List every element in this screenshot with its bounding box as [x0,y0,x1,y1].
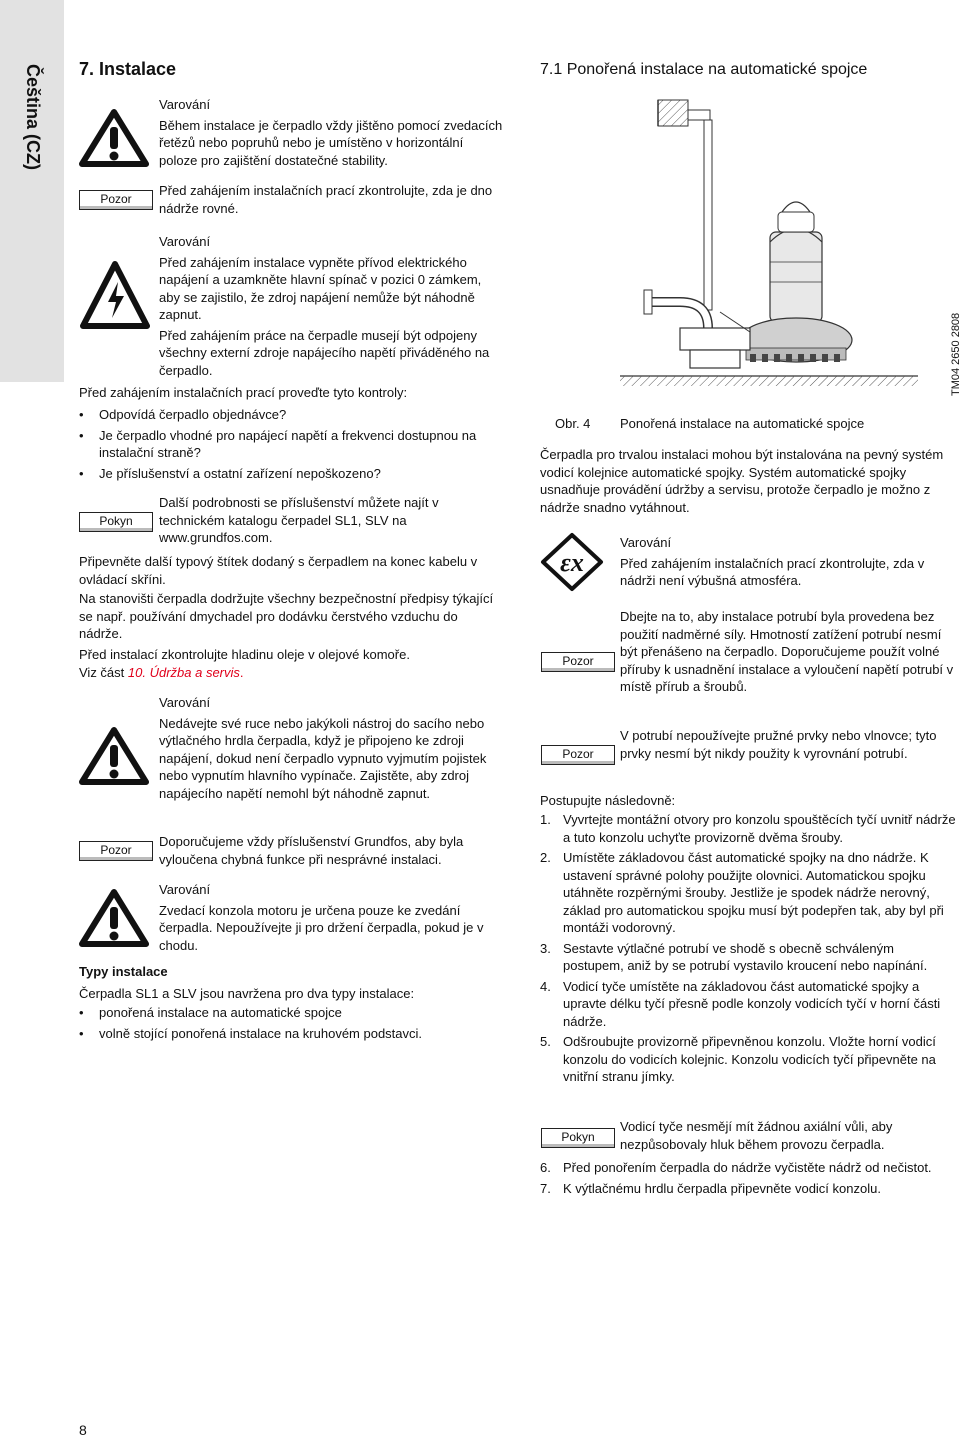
warning-text: Nedávejte své ruce nebo jakýkoli nástroj do sacího nebo výtlačného hrdla čerpadla, když je připojeno ke zdroji napájení, dokud není čerpadlo vypnuto vyjmutím pojistek nebo vypnutím hlavního vypínače. Zajistěte, aby zdroj napájecího napětí nemohl být náhodně zapnut. [159,715,487,801]
step-item [540,1180,958,1198]
figure-label: Obr. 4 [555,416,591,431]
svg-text:εx: εx [560,548,584,577]
step-item [540,1033,958,1086]
list-item: • ponořená instalace na automatické spojce [79,1004,504,1022]
warning-triangle-icon [78,726,150,786]
list-item: • Je příslušenství a ostatní zařízení nepoškozeno? [79,465,504,483]
figure-code: TM04 2650 2808 [950,312,962,396]
step-text: Odšroubujte provizorně připevněnou konzolu. Vložte horní vodicí konzolu do vodicích kolejnic. Konzolu vodicích tyčí připevněte na vnitřní stranu jímky. [563,1034,936,1084]
caution-badge: Pozor [79,841,153,861]
warning-triangle-icon [78,888,150,948]
warning-text: Před zahájením instalačních prací zkontrolujte, zda v nádrži není výbušná atmosféra. [620,555,925,588]
step-number: 1. [540,812,551,827]
warning-label: Varování [159,234,211,249]
step-text: Před ponořením čerpadla do nádrže vyčistěte nádrž od nečistot. [563,1160,932,1175]
warning-triangle-icon [78,108,150,168]
step-item [540,849,958,937]
step-number: 6. [540,1160,551,1175]
caution-badge: Pozor [541,652,615,672]
caution-text: V potrubí nepoužívejte pružné prvky nebo vlnovce; tyto prvky nesmí být nikdy použity k vyrovnání potrubí. [620,728,937,761]
caution-text: Před zahájením instalačních prací zkontrolujte, zda je dno nádrže rovné. [159,183,493,216]
step-item [540,811,958,846]
checks-list [79,406,504,482]
maintenance-section-link[interactable]: 10. Údržba a servis [127,664,240,680]
explosion-protection-icon [541,533,603,591]
page-number: 8 [79,1422,87,1438]
warning-label: Varování [159,97,211,112]
step-number: 2. [540,850,551,865]
warning-label: Varování [159,695,211,710]
step-text: Umístěte základovou část automatické spojky na dno nádrže. K ustavení správné polohy použijte olovnici. Automatickou spojku utáhněte rozpěrnými šrouby. Jestliže je spodek nádrže nerovný, základ pro automatickou spojku musí být podepřen tak, aby byl při montáži vodorovný. [563,850,944,935]
warning-text: Před zahájením instalace vypněte přívod elektrického napájení a uzamkněte hlavní spínač v pozici 0 zámkem, aby se zajistilo, že zdroj napájení nemůže být náhodně zapnut. [159,254,482,322]
step-text: Sestavte výtlačné potrubí ve shodě s obecně schváleným postupem, aniž by se potrubí vystavilo kroucení nebo napínání. [563,940,928,973]
reference-suffix: . [239,664,244,680]
step-number: 3. [540,940,551,956]
steps-list [540,1159,958,1197]
step-number: 7. [540,1180,551,1196]
paragraph: Připevněte další typový štítek dodaný s čerpadlem na konec kabelu v ovládací skříni. [79,554,478,587]
step-item [540,940,958,975]
language-tab [0,0,64,382]
subsection-heading: 7.1 Ponořená instalace na automatické spojce [540,61,868,78]
step-item [540,1159,958,1177]
pump-installation-figure [620,92,920,408]
warning-label: Varování [620,535,672,550]
language-tab-label: Čeština (CZ) [22,64,43,171]
warning-block [159,694,504,802]
figure-caption: Ponořená instalace na automatické spojce [620,416,865,431]
reference-line [79,664,499,682]
caution-text: Doporučujeme vždy příslušenství Grundfos, aby byla vyloučena chybná funkce při nesprávné instalaci. [159,834,464,867]
list-item: • Odpovídá čerpadlo objednávce? [79,406,504,424]
steps-list [540,811,958,1086]
warning-block [159,881,504,954]
warning-label: Varování [159,882,211,897]
subheading: Typy instalace [79,964,168,979]
caution-badge: Pozor [541,745,615,765]
checks-intro: Před zahájením instalačních prací proveďte tyto kontroly: [79,385,408,400]
steps-intro: Postupujte následovně: [540,793,676,808]
section-heading: 7. Instalace [79,59,177,79]
warning-block [620,534,958,590]
step-text: K výtlačnému hrdlu čerpadla připevněte vodicí konzolu. [563,1180,881,1196]
types-intro: Čerpadla SL1 a SLV jsou navržena pro dva typy instalace: [79,986,415,1001]
reference-prefix: Viz část [79,664,125,680]
list-item: • volně stojící ponořená instalace na kruhovém podstavci. [79,1025,504,1043]
step-number: 4. [540,978,551,994]
types-list [79,1004,504,1042]
list-item: • Je čerpadlo vhodné pro napájecí napětí a frekvenci dostupnou na instalační straně? [79,427,504,462]
warning-text: Během instalace je čerpadlo vždy jištěno pomocí zvedacích řetězů nebo popruhů nebo je umístěno v horizontální poloze pro zajištění dostatečné stability. [159,117,503,168]
caution-badge: Pozor [79,190,153,210]
note-text: Další podrobnosti se příslušenství můžete najít v technickém katalogu čerpadel SL1, SLV na www.grundfos.com. [159,495,439,545]
paragraph: Na stanovišti čerpadla dodržujte všechny bezpečnostní předpisy týkající se např. používání dmychadel pro dodávku čerstvého vzduchu do nádrže. [79,591,494,641]
step-number: 5. [540,1034,551,1049]
paragraph-line: Před instalací zkontrolujte hladinu oleje v olejové komoře. [79,647,410,662]
step-text: Vodicí tyče umístěte na základovou část automatické spojky a upravte délku tyčí přesně podle konzoly vodicích tyčí v horní části nádrže. [563,978,941,1029]
note-badge: Pokyn [541,1128,615,1148]
step-text: Vyvrtejte montážní otvory pro konzolu spouštěcích tyčí uvnitř nádrže a tuto konzolu uchyťte provizorně dvěma šrouby. [563,812,956,845]
warning-block [159,233,504,379]
warning-text: Před zahájením práce na čerpadle musejí být odpojeny všechny externí zdroje napájecího napětí přiváděného na čerpadlo. [159,327,490,378]
paragraph [79,646,499,681]
note-badge: Pokyn [79,512,153,532]
warning-block [159,96,504,169]
step-item [540,978,958,1031]
warning-text: Zvedací konzola motoru je určena pouze ke zvedání čerpadla. Nepoužívejte ji pro držení čerpadla, pokud je v chodu. [159,902,484,953]
caution-text: Dbejte na to, aby instalace potrubí byla provedena bez použití nadměrné síly. Hmotností zatížení potrubí nesmí být přenášeno na čerpadlo. Doporučujeme použít volné příruby k usnadnění instalace a vyloučení napětí potrubí v místě přírub a šroubů. [620,609,954,694]
electric-hazard-icon [78,258,152,334]
intro-paragraph: Čerpadla pro trvalou instalaci mohou být instalována na pevný systém vodicí kolejnice automatické spojky. Systém automatické spojky usnadňuje provádění údržby a servisu, protože čerpadlo je možno z nádrže snadno vytáhnout. [540,447,944,515]
note-text: Vodicí tyče nesmějí mít žádnou axiální vůli, aby nezpůsobovaly hluk během provozu čerpadla. [620,1119,893,1152]
